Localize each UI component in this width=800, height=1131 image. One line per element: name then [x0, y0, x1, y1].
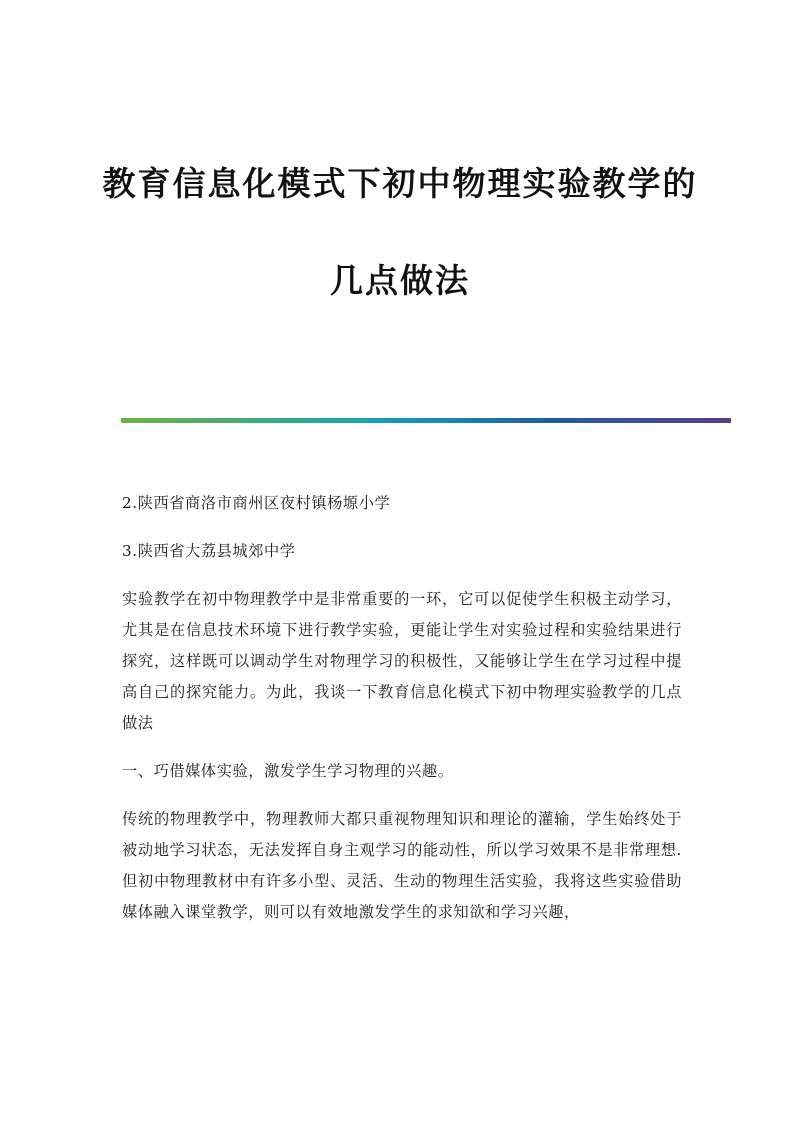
section-heading-1: 一、巧借媒体实验，激发学生学习物理的兴趣。	[122, 762, 454, 780]
title-line-1: 教育信息化模式下初中物理实验教学的	[102, 164, 698, 203]
title-divider	[121, 418, 731, 423]
affiliation-3: 3.陕西省大荔县城郊中学	[122, 542, 296, 560]
document-title	[0, 160, 800, 305]
title-line-2: 几点做法	[330, 261, 470, 300]
affiliation-2: 2.陕西省商洛市商州区夜村镇杨塬小学	[122, 494, 391, 512]
document-body	[122, 488, 682, 945]
body-paragraph-2: 传统的物理教学中，物理教师大都只重视物理知识和理论的灌输，学生始终处于被动地学习状态，无法发挥自身主观学习的能动性，所以学习效果不是非常理想. 但初中物理教材中有许多小型、灵活、生动的物理生活实验，我将这些实验借助媒体融入课堂教学，则可以有效地激发学生的求知欲和学习兴趣，	[122, 810, 682, 921]
intro-paragraph: 实验教学在初中物理教学中是非常重要的一环，它可以促使学生积极主动学习，尤其是在信息技术环境下进行教学实验，更能让学生对实验过程和实验结果进行探究，这样既可以调动学生对物理学习的积极性，又能够让学生在学习过程中提高自己的探究能力。为此，我谈一下教育信息化模式下初中物理实验教学的几点做法	[122, 590, 682, 732]
